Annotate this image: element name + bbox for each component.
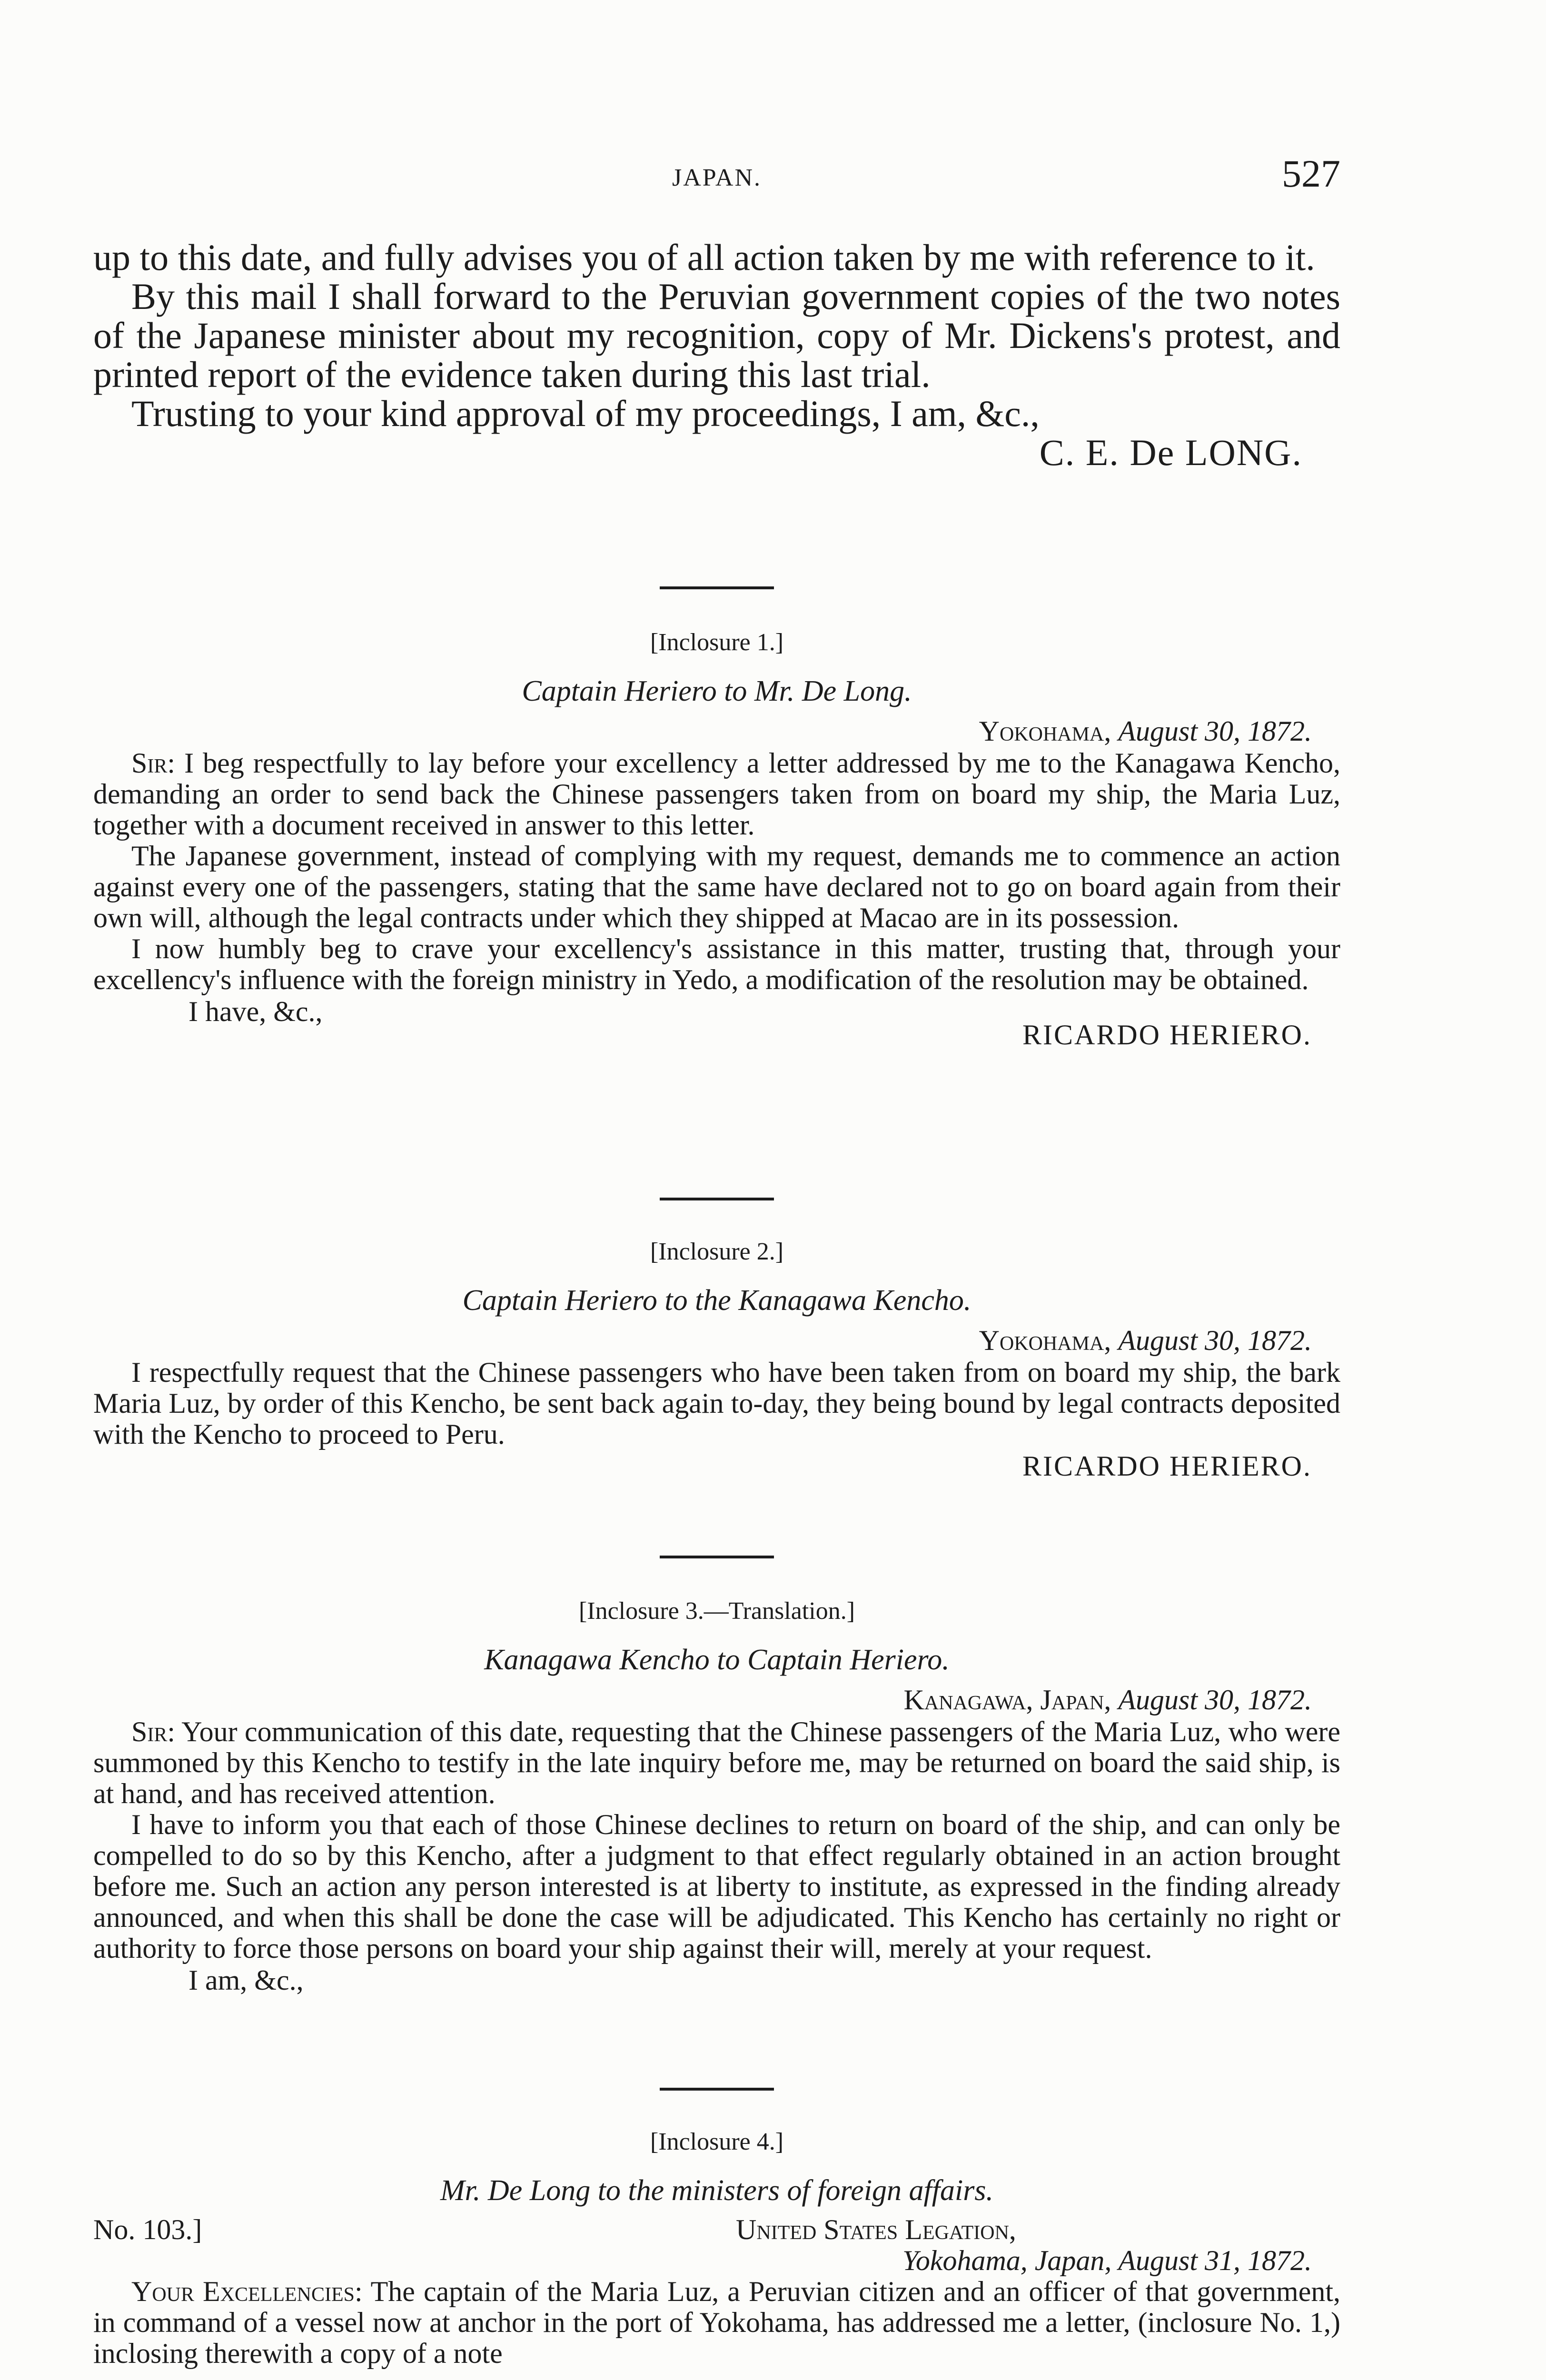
inclosure-2-date: August 30, 1872. [1118,1325,1312,1356]
inclosure-3-paragraph-2: I have to inform you that each of those Chinese declines to return on board of the ship, and can only be compelled to do so by this Kencho, after a judgment to that effect regularly obtained in an action brought before me. Such an action any person interested is at liberty to institute, as expressed in the finding already announced, and when this shall be done the case will be adjudicated. This Kencho has certainly no right or authority to force those persons on board your ship against their will, merely at your request. [93,1809,1340,1964]
page-header [93,151,1340,194]
inclosure-2-signature: RICARDO HERIERO. [1022,1450,1312,1482]
page-number: 527 [1282,152,1340,195]
inclosure-1-dateline [93,715,1340,748]
document-page [93,0,1340,2380]
inclosure-2-title: Captain Heriero to the Kanagawa Kencho. [462,1284,971,1317]
inclosure-3-paragraph-1 [93,1716,1340,1809]
inclosure-4-legation: United States Legation, [736,2214,1016,2245]
inclosure-3-closing: I am, &c., [188,1964,304,1996]
inclosure-1-body [93,748,1340,995]
section-divider [660,1198,774,1200]
inclosure-3-paragraph-1-text: : Your communication of this date, requesting that the Chinese passengers of the Maria Luz, who were summoned by this Kencho to testify in the late inquiry before me, may be returned on board the said ship, is at hand, and has received attention. [93,1716,1340,1809]
inclosure-1-paragraph-1 [93,748,1340,841]
inclosure-3-title: Kanagawa Kencho to Captain Heriero. [484,1644,950,1676]
inclosure-4-place-date: Yokohama, Japan, August 31, 1872. [902,2245,1312,2276]
opening-letter [93,238,1340,472]
inclosure-1-paragraph-1-text: : I beg respectfully to lay before your excellency a letter addressed by me to the Kanagawa Kencho, demanding an order to send back the Chinese passengers taken from on board my ship, the Maria Luz, together with a document received in answer to this letter. [93,747,1340,841]
inclosure-4-salutation: Your Excellencies [131,2276,355,2307]
inclosure-2-body [93,1357,1340,1450]
inclosure-1-place: Yokohama, [979,715,1111,747]
inclosure-4-header-block [93,2214,1340,2276]
inclosure-2 [93,1238,1340,1483]
inclosure-3 [93,1597,1340,1997]
inclosure-2-place: Yokohama, [979,1325,1111,1356]
inclosure-1-salutation: Sir [131,747,168,779]
inclosure-3-body [93,1716,1340,1964]
inclosure-3-place: Kanagawa, Japan, [903,1684,1111,1716]
inclosure-4-body [93,2276,1340,2369]
inclosure-3-label: [Inclosure 3.—Translation.] [578,1597,855,1625]
inclosure-4-paragraph-1 [93,2276,1340,2369]
section-divider [660,1556,774,1558]
opening-paragraph-3: Trusting to your kind approval of my proceedings, I am, &c., [131,393,1040,434]
running-head: JAPAN. [672,164,762,191]
inclosure-1-closing: I have, &c., [188,996,323,1027]
inclosure-2-dateline [93,1324,1340,1357]
inclosure-1-paragraph-3: I now humbly beg to crave your excellency's assistance in this matter, trusting that, through your excellency's influence with the foreign ministry in Yedo, a modification of the resolution may be obtained. [93,933,1340,995]
inclosure-3-salutation: Sir [131,1716,168,1747]
opening-signature: C. E. De LONG. [1039,432,1302,473]
section-divider [660,2088,774,2091]
inclosure-3-date: August 30, 1872. [1118,1684,1312,1716]
inclosure-1-signature: RICARDO HERIERO. [1022,1019,1312,1051]
inclosure-1-paragraph-2: The Japanese government, instead of complying with my request, demands me to commence an action against every one of the passengers, stating that the same have declared not to go on board again from their own will, although the legal contracts under which they shipped at Macao are in its possession. [93,840,1340,933]
inclosure-4-number: No. 103.] [93,2214,202,2245]
inclosure-2-paragraph-1: I respectfully request that the Chinese passengers who have been taken from on board my ship, the bark Maria Luz, by order of this Kencho, be sent back again to-day, they being bound by legal contracts deposited with the Kencho to proceed to Peru. [93,1357,1340,1450]
inclosure-1-date: August 30, 1872. [1118,715,1312,747]
section-divider [660,586,774,589]
opening-paragraph-1: up to this date, and fully advises you of all action taken by me with reference to it. [93,237,1315,278]
inclosure-3-dateline [93,1684,1340,1716]
inclosure-4-title: Mr. De Long to the ministers of foreign affairs. [440,2174,993,2207]
inclosure-4 [93,2128,1340,2369]
inclosure-1-title: Captain Heriero to Mr. De Long. [522,675,912,707]
inclosure-2-label: [Inclosure 2.] [650,1238,784,1265]
inclosure-1 [93,628,1340,1051]
opening-paragraph-2: By this mail I shall forward to the Peruvian government copies of the two notes of the Japanese minister about my recognition, copy of Mr. Dickens's protest, and printed report of the evidence taken during this last trial. [93,276,1340,395]
inclosure-4-paragraph-1-text: : The captain of the Maria Luz, a Peruvian citizen and an officer of that government, in command of a vessel now at anchor in the port of Yokohama, has addressed me a letter, (inclosure No. 1,) inclosing therewith a copy of a note [93,2276,1340,2369]
inclosure-4-label: [Inclosure 4.] [650,2128,784,2155]
inclosure-1-label: [Inclosure 1.] [650,629,784,656]
